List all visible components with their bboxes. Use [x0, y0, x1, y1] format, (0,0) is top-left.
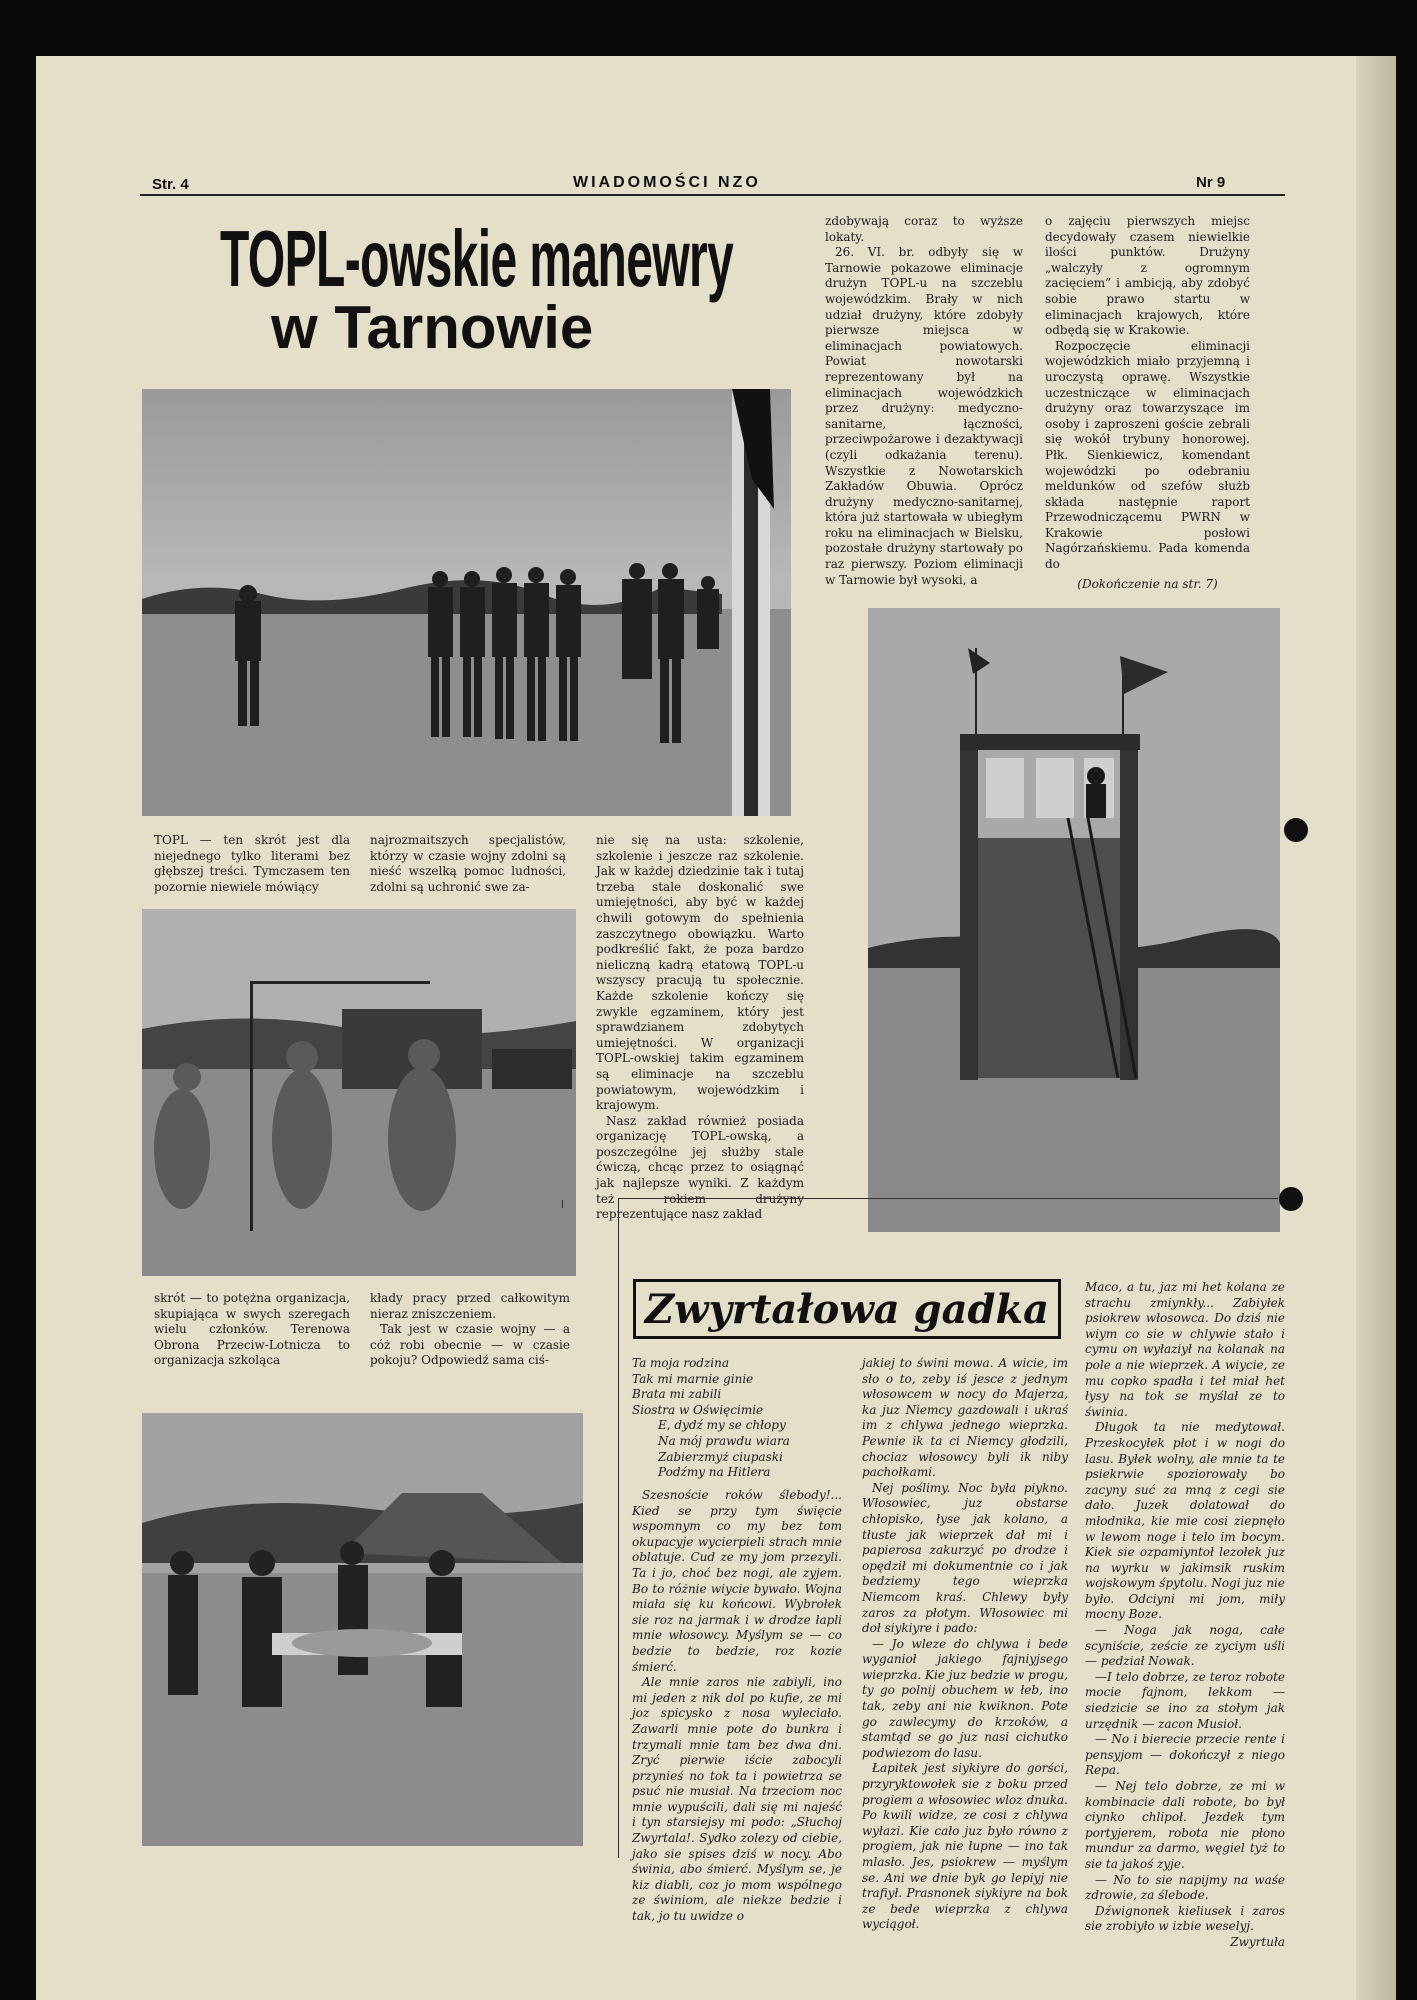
paragraph: — Noga jak noga, całe scyniście, zeście ze zyciym uśli — pedział Nowak.: [1085, 1623, 1285, 1669]
paragraph: — No i bierecie przecie rente i pensyjom — dokończył z niego Repa.: [1085, 1732, 1285, 1778]
poem-line: Podźmy na Hitlera: [658, 1465, 771, 1480]
section-rule-vertical: [618, 1198, 619, 1858]
issue-number: Nr 9: [1196, 174, 1226, 191]
photo-stretcher: [142, 1413, 583, 1846]
article-column-5: [1045, 214, 1250, 592]
paragraph: Nej poślimy. Noc była piykno. Włosowiec, juz obstarse chłopisko, łyse jak kolano, a tłuste jak wieprzek dał mi i papierosa zakurzyć po drodze i opędził mi dokumentnie co i jak bedziemy tego wieprzka Niemcom kraś. Chlewy były zaros za płotym. Włosowiec mi doł siykiyre i pado:: [862, 1480, 1068, 1636]
paragraph: Nasz zakład również posiada organizację TOPL-owską, a poszczególne jej służby stale ćwiczą, chcąc przez to osiągnąć jak najlepsze wyniki. Z każdym też rokiem drużyny reprezentujące nasz zakład: [596, 1113, 804, 1222]
poem-line: E, dydź my se chłopy: [658, 1418, 786, 1433]
paragraph: TOPL — ten skrót jest dla niejednego tylko literami bez głębszej treści. Tymczasem ten pozornie niewiele mówiący: [154, 833, 350, 894]
paragraph: nie się na usta: szkolenie, szkolenie i jeszcze raz szkolenie. Jak w każdej dziedzinie tak i tutaj trzeba stale doskonalić swe umiejętności, aby być w każdej chwili gotowym do spełnienia zaszczytnego obowiązku. Warto podkreślić fakt, że poza bardzo nieliczną kadrą etatową TOPL-u wszyscy pracują tu społecznie. Każde szkolenie kończy się zwykle egzaminem, który jest sprawdzianem zdobytych umiejętności. W organizacji TOPL-owskiej takim egzaminem są eliminacje na szczeblu powiatowym, wojewódzkim i krajowym.: [596, 833, 804, 1113]
paragraph: Szesnoście roków ślebody!... Kied se przy tym święcie wspomnym co my bez tom okupacyje wycierpieli strach mnie oblatuje. Cud ze my jom przezyli. Ta i jo, choć bez nogi, ale zyjem. Bo to różnie wiycie bywało. Wojna miała się ku końcowi. Wybrołek sie roz na jarmak i w drodze łapli mnie włosowcy. Myślym se — co bedzie to bedzie, roz kozie śmierć.: [632, 1488, 842, 1674]
paragraph: Maco, a tu, jaz mi het kolana ze strachu zmiynkły... Zabiyłek psiokrew włosowca. Do dziś nie wiym co sie w chlywie stało i cymu on wyłaziył na kolanak na pole a nie wieprzek. A wiycie, ze mu copko spadła i teł miał het łysy na tok se myślał ze to świnia.: [1085, 1280, 1285, 1419]
article-column-1b: [154, 1291, 350, 1369]
header-rule: [140, 194, 1285, 196]
gadka-column-1: [632, 1488, 842, 1925]
article-column-4: [825, 214, 1023, 588]
photo-gasmasks: [142, 909, 576, 1276]
poem-line: Siostra w Oświęcimie: [632, 1402, 764, 1417]
binder-hole: [1284, 818, 1308, 842]
masthead: WIADOMOŚCI NZO: [573, 174, 761, 191]
signature: Zwyrtuła: [1230, 1934, 1285, 1949]
paragraph: Łapitek jest siykiyre do gorści, przyryktowołek sie z boku przed progiem a włosowiec wloz dnukа. Po kwili widze, ze cosi z chlywa wyłazi. Kie cało juz było równo z progiem, jak nie łupne — ino tak mlasło. Jes, psiokrew — myślym se. Ani we dnie byk go lepiyj nie trafiył. Prasnonek siykiyre na bok ze bede wieprzka z chlywa wyciągoł.: [862, 1761, 1068, 1932]
paragraph: kłady pracy przed całkowitym nieraz zniszczeniem.: [370, 1291, 570, 1321]
paragraph: jakiej to świni mowa. A wicie, im sło o to, zeby iś jesce z jednym włosowcem w nocy do Majerza, ka juz Niemcy gazdowali i ukraś im z chlywa jednego wieprzka. Pewnie ik ta ci Niemcy głodzili, chociaz włosowcy byli ik niby pachołkami.: [862, 1356, 1068, 1480]
gadka-title-box: [633, 1279, 1061, 1339]
paragraph: —I telo dobrze, ze teroz robote mocie fajnom, lekkom — siedzicie se ino za stołym jak urzędnik — zacon Musioł.: [1085, 1669, 1285, 1731]
page-spine: [1356, 56, 1396, 2000]
column-rule: [562, 1200, 563, 1208]
paragraph: — Nej telo dobrze, ze mi w kombinacie dali robote, bo był ciynko chlipoł. Jezdek tym portyjerem, robota nie płono mundur za darmo, węgiel tyż to sie ta jakoś zyje.: [1085, 1779, 1285, 1871]
gadka-poem: [632, 1356, 832, 1481]
continued-note: (Dokończenie na str. 7): [1077, 576, 1218, 591]
paragraph: — Jo wleze do chlywa i bede wyganioł jakiego fajniyjsego wieprzka. Kie juz bedzie w progu, ty go polnij obuchem w łeb, ino tak, zeby ani nie kwiknon. Pote go zawlecymy do krzoków, a stamtąd se go juz nasi cichutko podwiezom do lasu.: [862, 1636, 1068, 1760]
article-column-3: [596, 833, 804, 1223]
photo-tower: [868, 608, 1280, 1232]
article-column-2: [370, 833, 566, 895]
article-column-1: [154, 833, 350, 895]
headline-line1: TOPL-owskie manewry: [220, 214, 734, 303]
gadka-title: Zwyrtałowa gadka: [644, 1285, 1050, 1333]
article-column-2b: [370, 1291, 570, 1369]
paragraph: skrót — to potężna organizacja, skupiająca w swych szeregach wielu członków. Terenowa Obrona Przeciw-Lotnicza to organizacja szkoląca: [154, 1291, 350, 1368]
newspaper-page: [36, 56, 1396, 2000]
poem-line: Na mój prawdu wiara: [658, 1433, 790, 1448]
page-number: Str. 4: [152, 176, 189, 193]
paragraph: Dźwignonek kieliusek i zaros sie zrobiyło w izbie weselyj.: [1085, 1903, 1285, 1934]
gadka-column-3: [1085, 1280, 1285, 1951]
poem-line: Brata mi zabili: [632, 1387, 722, 1402]
poem-line: Tak mi marnie ginie: [632, 1371, 754, 1386]
paragraph: Rozpoczęcie eliminacji wojewódzkich miało przyjemną i uroczystą oprawę. Wszystkie uczestniczące w eliminacjach drużyny oraz towarzyszące im osoby i zaproszeni goście zebrali się wokół trybuny honorowej. Płk. Sienkiewicz, komendant wojewódzki po odebraniu meldunków od szefów służb składa następnie raport Przewodniczącemu PWRN w Krakowie posłowi Nagórzańskiemu. Pada komenda do: [1045, 338, 1250, 572]
gadka-column-2: [862, 1356, 1068, 1933]
paragraph: Tak jest w czasie wojny — a cóż robi obecnie — w czasie pokoju? Odpowiedź sama ciś-: [370, 1322, 570, 1368]
binder-hole: [1279, 1187, 1303, 1211]
headline-line2: w Tarnowie: [271, 294, 594, 361]
paragraph: 26. VI. br. odbyły się w Tarnowie pokazowe eliminacje drużyn TOPL-u na szczeblu wojewódzkim. Brały w nich udział drużyny, które zdobyły pierwsze miejsca w eliminacjach powiatowych. Powiat nowotarski reprezentowany był na eliminacjach wojewódzkich przez drużyny: medyczno-sanitarne, łączności, przeciwpożarowe i dezaktywacji (czyli odkażania terenu). Wszystkie z Nowotarskich Zakładów Obuwia. Oprócz drużyny medyczno-sanitarnej, która już startowała w ubiegłym roku na eliminacjach w Bielsku, pozostałe drużyny startowały po raz pierwszy. Poziom eliminacji w Tarnowie był wysoki, a: [825, 245, 1023, 587]
paragraph: Długok ta nie medytował. Przeskocyłek płot i w nogi do lasu. Byłek wolny, ale mnie ta te psiekrwie spoziorowały bo zacyny suć za mną z cegi sie dało. Juzek dolatował do młodnika, kie mie cosi ziepnęło w lewom noge i telo im bocym. Kiek sie ozpamiyntoł lezołek juz na wyrku w jakimsik ruskim wojskowym śpytolu. Nogi juz nie było. Odciyni mi jom, miły mocny Boze.: [1085, 1420, 1285, 1622]
paragraph: najrozmaitszych specjalistów, którzy w czasie wojny zdolni są nieść wszelką pomoc ludności, zdolni są uchronić swe za-: [370, 833, 566, 894]
photo-formation: [142, 389, 791, 816]
paragraph: — No to sie napijmy na waśe zdrowie, za ślebode.: [1085, 1872, 1285, 1903]
paragraph: zdobywają coraz to wyższe lokaty.: [825, 214, 1023, 244]
poem-line: Ta moja rodzina: [632, 1356, 730, 1370]
poem-line: Zabierzmyż ciupaski: [658, 1449, 783, 1464]
paragraph: Ale mnie zaros nie zabiyli, ino mi jeden z nik dol po kufie, ze mi joz spicysko z nosa wyleciało. Zawarli mnie pote do bunkra i trzymali mnie tam bez dwa dni. Zryć pierwie iście zabocyli przynieś no tok ta i powietrza se psuć nie musiał. Na trzeciom noc mnie wypuścili, dali się mi najeść i tyn starsiejsy mi podo: „Słuchoj Zwyrtala!. Sydko zolezy od ciebie, jako sie spises dziś w nocy. Abo świnia, abo śmierć. Myślym se, je kiz diabli, coz jo mom wspólnego ze świniom, ale niekze bedzie i tak, jo tu uwidze o: [632, 1675, 842, 1924]
paragraph: o zajęciu pierwszych miejsc decydowały czasem niewielkie ilości punktów. Drużyny „walczyły z ogromnym zacięciem” i ambicją, aby zdobyć sobie prawo startu w eliminacjach krajowych, które odbędą się w Krakowie.: [1045, 214, 1250, 338]
